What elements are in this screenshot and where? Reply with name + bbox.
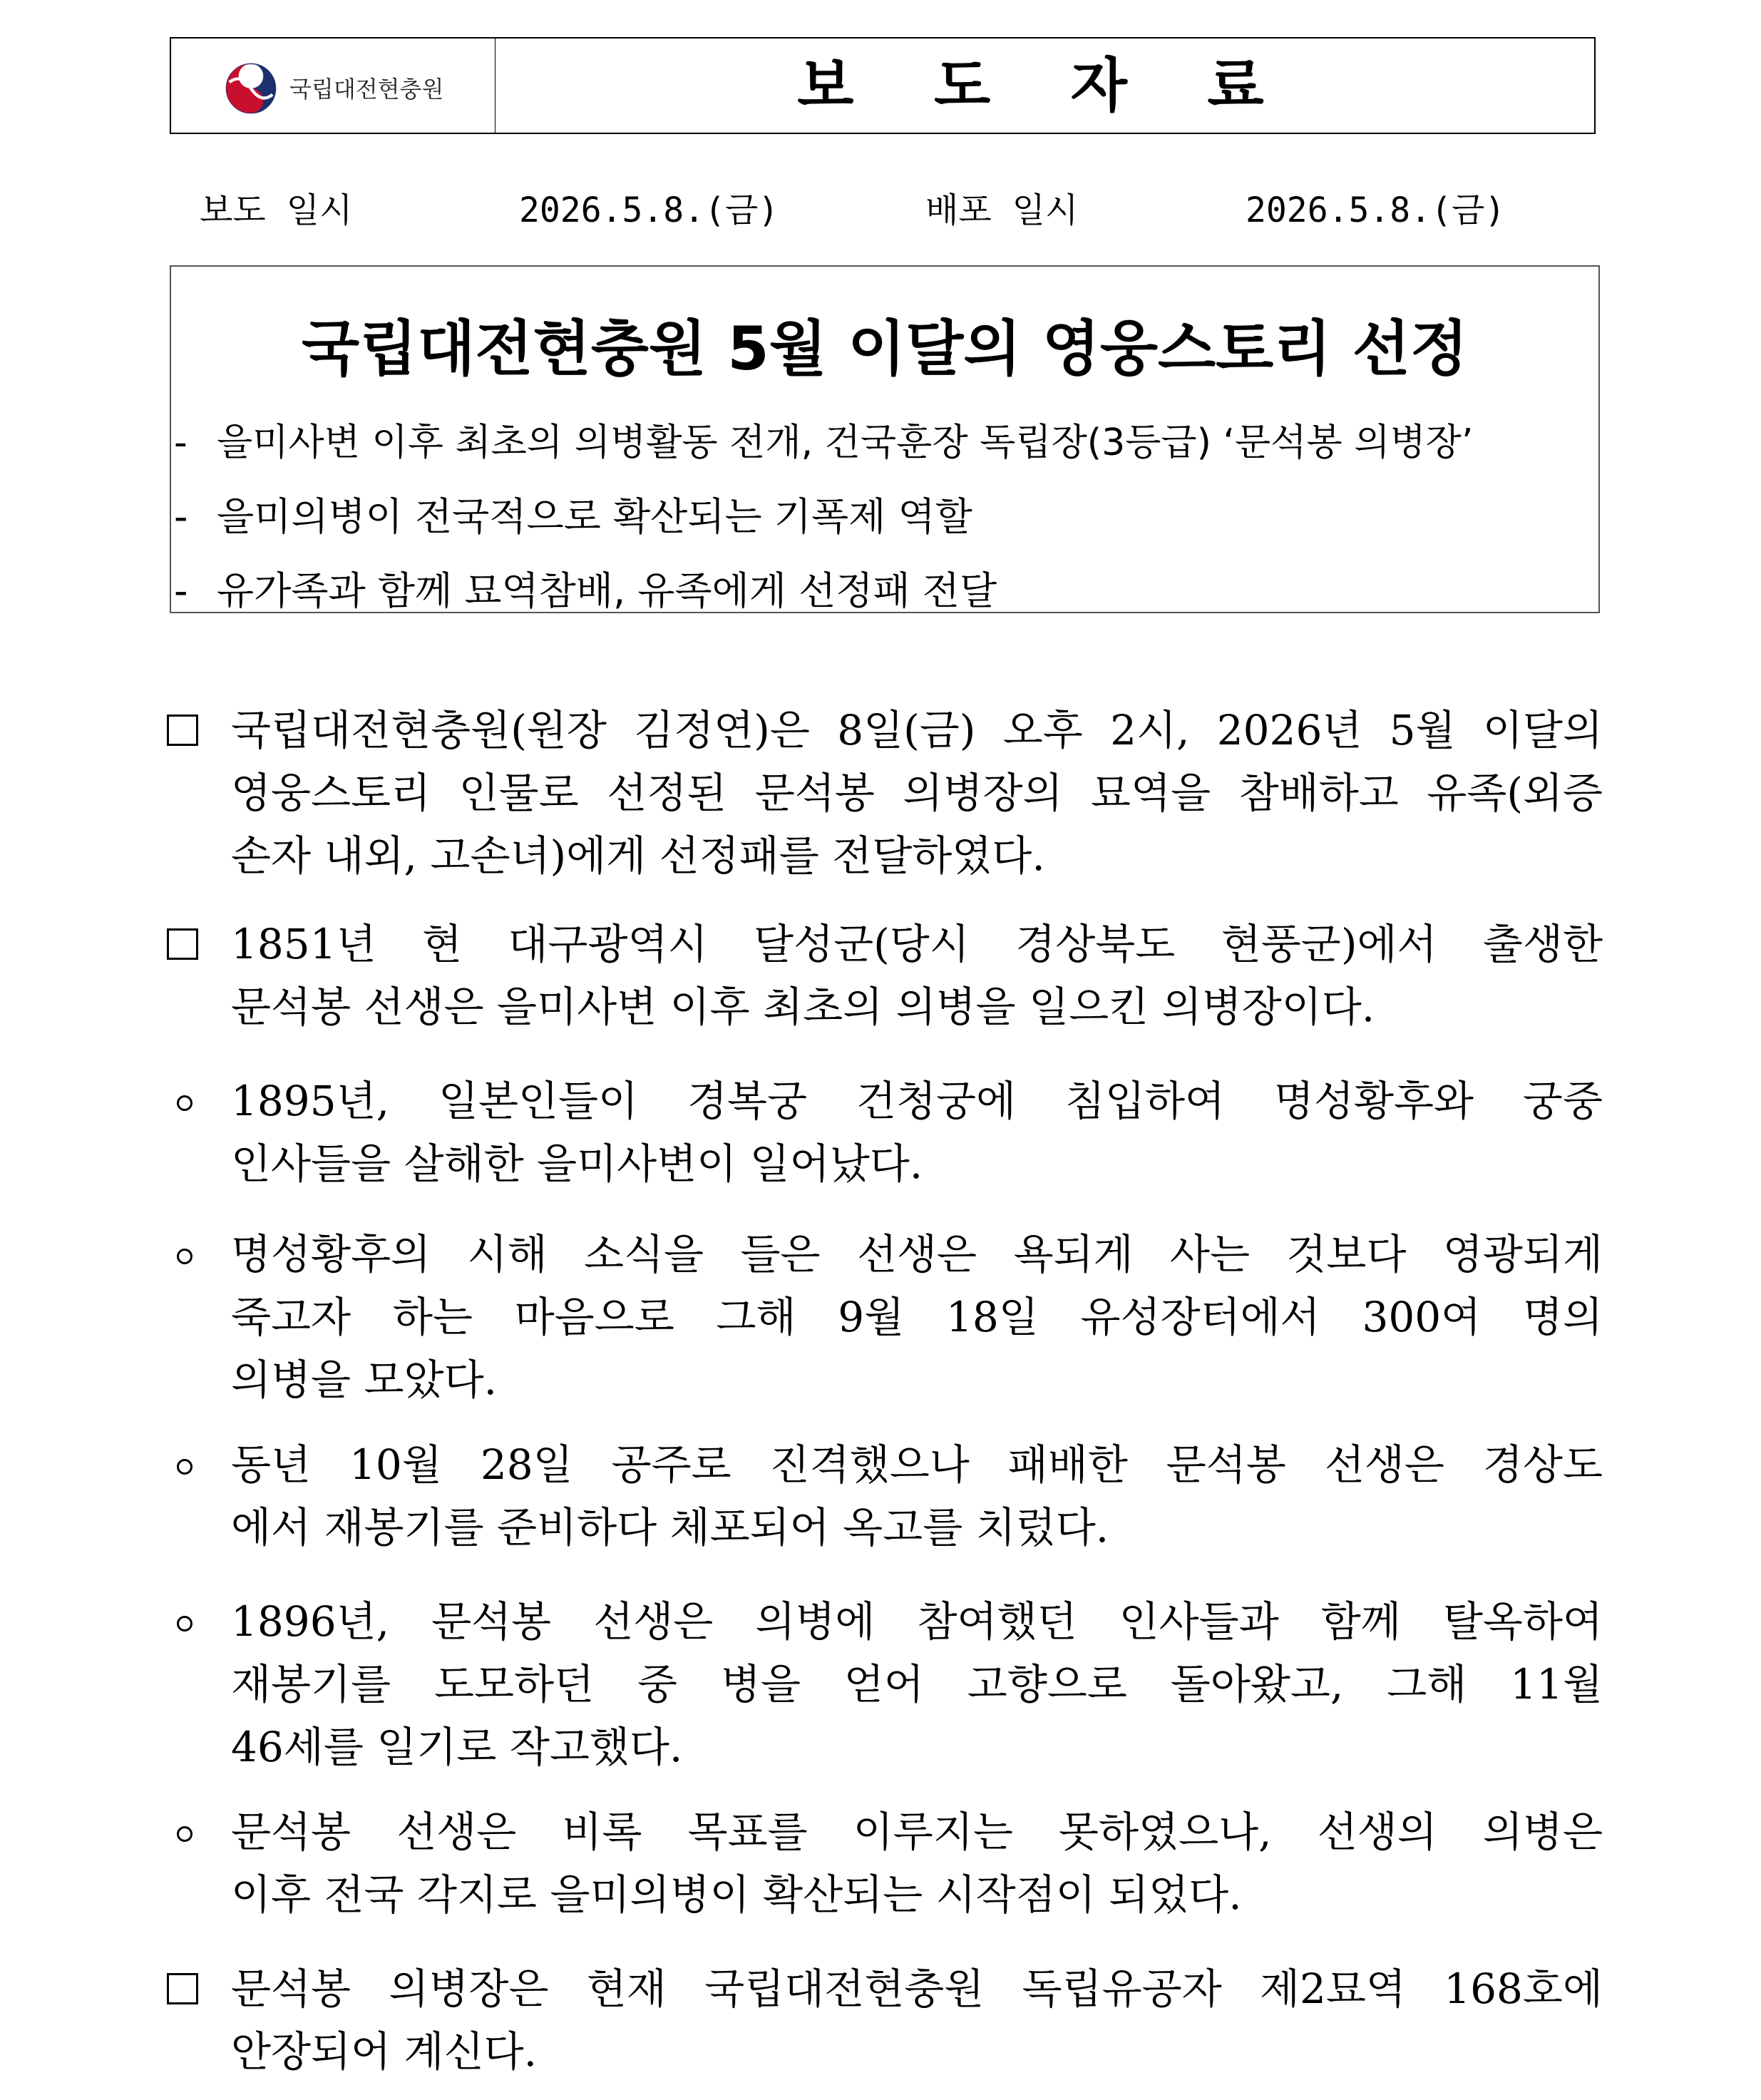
dates-row xyxy=(0,183,1761,230)
dash-bullet: - xyxy=(174,421,188,464)
body-paragraph xyxy=(163,1801,1603,1926)
body-paragraph xyxy=(163,699,1603,887)
paragraph-line: 국립대전현충원(원장 김정연)은 8일(금) 오후 2시, 2026년 5월 이달의 xyxy=(231,706,1603,754)
dash-bullet: - xyxy=(174,568,188,613)
paragraph-line: 명성황후의 시해 소식을 들은 선생은 욕되게 사는 것보다 영광되게 xyxy=(231,1230,1603,1279)
body-paragraph xyxy=(163,1433,1603,1559)
document-type-title: 보 도 자 료 xyxy=(797,52,1294,120)
document-header xyxy=(170,37,1596,134)
paragraph-line: 손자 내외, 고손녀)에게 선정패를 전달하였다. xyxy=(231,831,1045,880)
taegeuk-logo-icon xyxy=(225,63,277,114)
distribution-date-value: 2026.5.8.(금) xyxy=(1246,190,1506,230)
paragraph-line: 문석봉 선생은 을미사변 이후 최초의 의병을 일으킨 의병장이다. xyxy=(231,983,1375,1031)
release-date-label: 보도 일시 xyxy=(200,190,353,230)
paragraph-line: 1896년, 문석봉 선생은 의병에 참여했던 인사들과 함께 탈옥하여 xyxy=(231,1597,1603,1646)
paragraph-line: 동년 10월 28일 공주로 진격했으나 패배한 문석봉 선생은 경상도 xyxy=(231,1440,1603,1489)
body-paragraph xyxy=(163,1070,1603,1195)
paragraph-line: 에서 재봉기를 준비하다 체포되어 옥고를 치렀다. xyxy=(231,1503,1109,1552)
org-name: 국립대전현충원 xyxy=(289,76,444,103)
headline-subpoint: - 을미의병이 전국적으로 확산되는 기폭제 역할 xyxy=(174,494,972,539)
paragraph-line: 1851년 현 대구광역시 달성군(당시 경상북도 현풍군)에서 출생한 xyxy=(231,920,1603,968)
paragraph-line: 죽고자 하는 마음으로 그해 9월 18일 유성장터에서 300여 명의 xyxy=(231,1293,1603,1341)
headline-title: 국립대전현충원 5월 이달의 영웅스토리 선정 xyxy=(301,314,1469,384)
paragraph-line: 문석봉 선생은 비록 목표를 이루지는 못하였으나, 선생의 의병은 xyxy=(231,1808,1603,1856)
paragraph-line: 문석봉 의병장은 현재 국립대전현충원 독립유공자 제2묘역 168호에 xyxy=(231,1965,1603,2013)
distribution-date-label: 배포 일시 xyxy=(925,190,1079,230)
paragraph-line: 이후 전국 각지로 을미의병이 확산되는 시작점이 되었다. xyxy=(231,1870,1242,1919)
body-paragraph xyxy=(163,1957,1603,2083)
headline-subpoint: - 유가족과 함께 묘역참배, 유족에게 선정패 전달 xyxy=(174,568,997,613)
paragraph-line: 1895년, 일본인들이 경복궁 건청궁에 침입하여 명성황후와 궁중 xyxy=(231,1077,1603,1125)
headline-subpoint: - 을미사변 이후 최초의 의병활동 전개, 건국훈장 독립장(3등급) ‘문석봉 의병장’ xyxy=(174,421,1474,464)
paragraph-line: 46세를 일기로 작고했다. xyxy=(231,1723,683,1771)
release-date-value: 2026.5.8.(금) xyxy=(519,190,779,230)
paragraph-line: 재봉기를 도모하던 중 병을 얻어 고향으로 돌아왔고, 그해 11월 xyxy=(231,1660,1603,1709)
org-logo-cell xyxy=(171,39,496,134)
paragraph-line: 안장되어 계신다. xyxy=(231,2027,538,2076)
body-paragraph xyxy=(163,1590,1603,1778)
body-paragraph xyxy=(163,913,1603,1038)
body-paragraph xyxy=(163,1223,1603,1411)
paragraph-line: 인사들을 살해한 을미사변이 일어났다. xyxy=(231,1139,923,1188)
paragraph-line: 영웅스토리 인물로 선정된 문석봉 의병장의 묘역을 참배하고 유족(외증 xyxy=(231,769,1603,817)
dash-bullet: - xyxy=(174,494,188,539)
headline-box xyxy=(170,265,1600,613)
paragraph-line: 의병을 모았다. xyxy=(231,1356,498,1404)
